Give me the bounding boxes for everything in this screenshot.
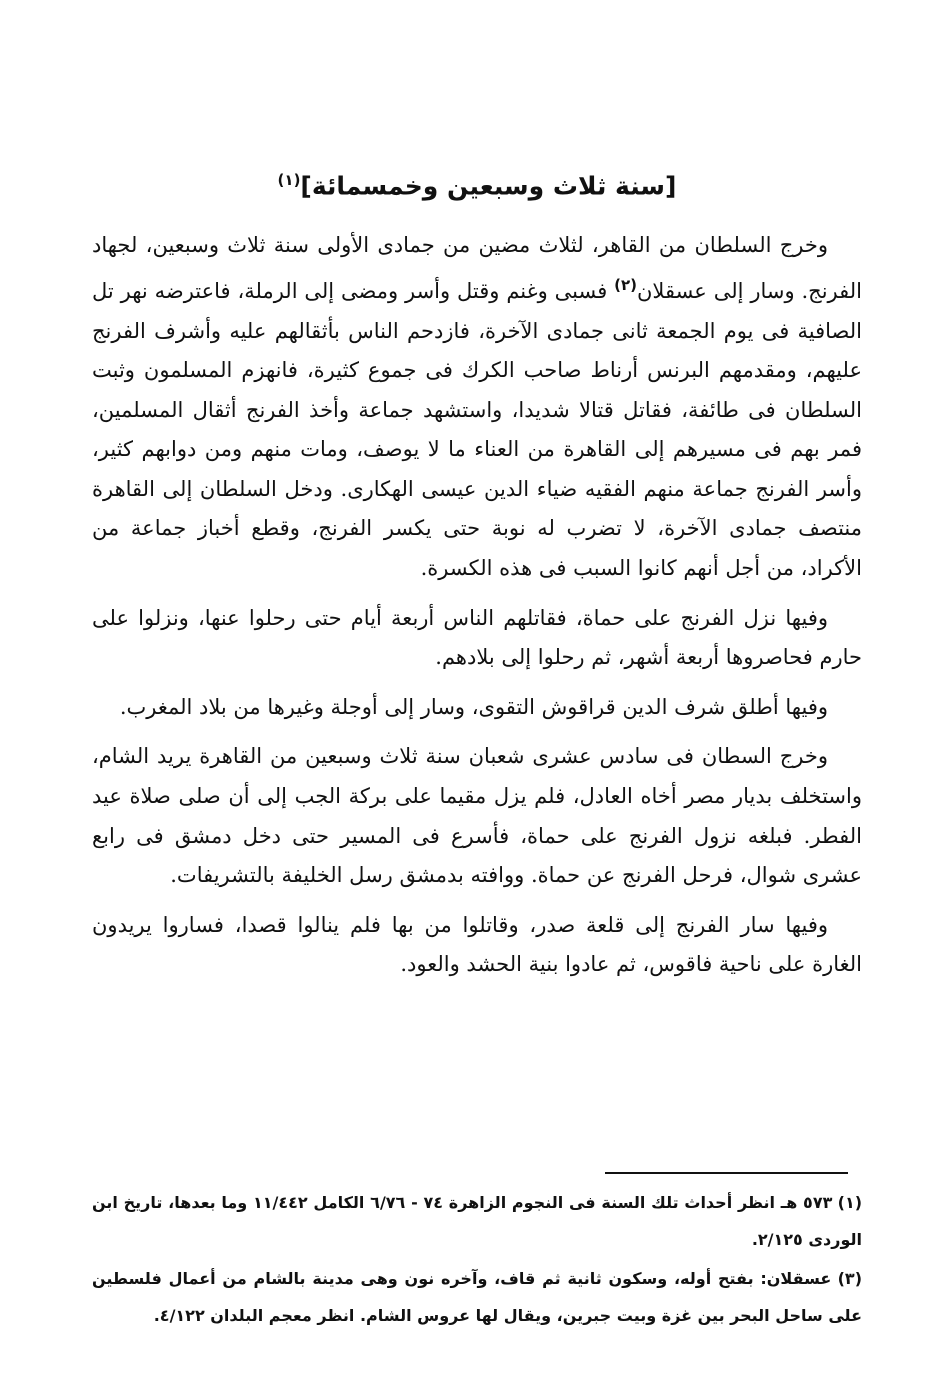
footnote-2-number: (٣) [837,1269,862,1288]
body-text [92,226,862,985]
page-title [92,160,862,206]
paragraph-1-text-end: فسبى وغنم وقتل وأسر ومضى إلى الرملة، فاعترضه نهر تل الصافية فى يوم الجمعة ثانى جمادى الآخرة، فازدحم الناس بأثقالهم عليه وأشرف الفرنج عليهم، ومقدمهم البرنس أرناط صاحب الكرك فى جموع كثيرة، فانهزم المسلمون وثبت السلطان فى طائفة، فقاتل قتالا شديدا، واستشهد جماعة وأخذ الفرنج أثقال المسلمين، فمر بهم فى مسيرهم إلى القاهرة من العناء ما لا يوصف، ومات منهم ومن دوابهم كثير، وأسر الفرنج جماعة منهم الفقيه ضياء الدين عيسى الهكارى. ودخل السلطان إلى القاهرة منتصف جمادى الآخرة، لا تضرب له نوبة حتى يكسر الفرنج، وقطع أخباز جماعة من الأكراد، من أجل أنهم كانوا السبب فى هذه الكسرة. [92,278,862,581]
footnote-1 [92,1184,862,1258]
paragraph-1-text-start: وخرج السلطان من القاهر، لثلاث مضين من جمادى الأولى سنة ثلاث وسبعين، لجهاد الفرنج. وسار إلى عسقلان [92,233,862,303]
footnote-1-text: ٥٧٣ هـ انظر أحداث تلك السنة فى النجوم الزاهرة ٧٤ - ٦/٧٦ الكامل ١١/٤٤٢ وما بعدها، تاريخ ابن الوردى ٢/١٢٥. [92,1193,862,1249]
footnote-2 [92,1260,862,1334]
footnote-1-number: (١) [837,1193,863,1212]
title-text: [سنة ثلاث وسبعين وخمسمائة] [300,171,677,201]
main-text-block [92,160,862,995]
paragraph-3: وفيها أطلق شرف الدين قراقوش التقوى، وسار إلى أوجلة وغيرها من بلاد المغرب. [119,694,828,719]
paragraph-1 [92,226,862,588]
footnotes-section [92,1184,862,1336]
footnote-2-text: عسقلان: بفتح أوله، وسكون ثانية ثم قاف، وآخره نون وهى مدينة بالشام من أعمال فلسطين على ساحل البحر بين غزة وبيت جبرين، ويقال لها عروس الشام. انظر معجم البلدان ٤/١٢٢. [92,1269,862,1325]
paragraph-5: وفيها سار الفرنج إلى قلعة صدر، وقاتلوا من بها فلم ينالوا قصدا، فساروا يريدون الغارة على ناحية فاقوس، ثم عادوا بنية الحشد والعود. [92,912,862,977]
footnote-divider [605,1172,848,1174]
title-footnote-marker: (١) [277,171,301,189]
paragraph-4: وخرج السطان فى سادس عشرى شعبان سنة ثلاث وسبعين من القاهرة يريد الشام، واستخلف بديار مصر أخاه العادل، فلم يزل مقيما على بركة الجب إلى أن صلى صلاة عيد الفطر. فبلغه نزول الفرنج على حماة، فأسرع فى المسير حتى دخل دمشق فى رابع عشرى شوال، فرحل الفرنج عن حماة. ووافته بدمشق رسل الخليفة بالتشريفات. [92,744,862,888]
paragraph-2: وفيها نزل الفرنج على حماة، فقاتلهم الناس أربعة أيام حتى رحلوا عنها، ونزلوا على حارم فحاصروها أربعة أشهر، ثم رحلوا إلى بلادهم. [92,605,862,670]
footnote-marker-2: (٢) [614,275,637,294]
